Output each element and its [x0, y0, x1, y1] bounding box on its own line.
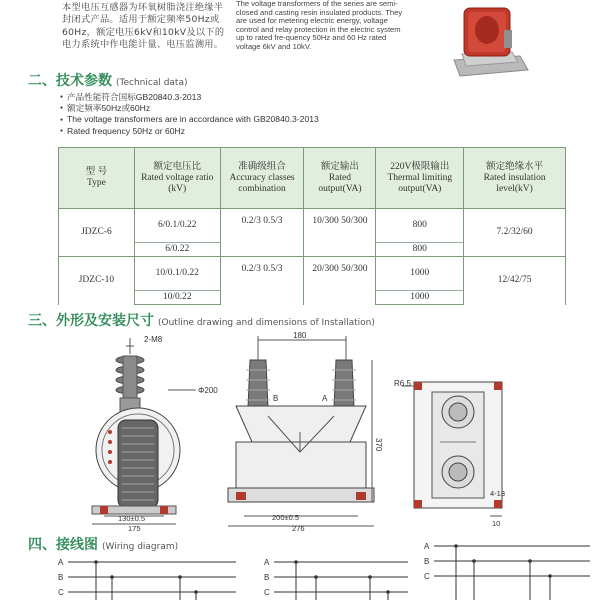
- table-header-row: [59, 148, 566, 209]
- table-row: [59, 209, 566, 243]
- technical-data-title-cn: 二、技术参数: [28, 73, 112, 89]
- wiring-title-cn: 四、接线图: [28, 537, 98, 553]
- header-output: 额定输出 Rated output(VA): [304, 148, 376, 209]
- dim-phi: Φ200: [198, 386, 218, 395]
- wire-label-b: B: [264, 573, 270, 582]
- dim-200: 200±0.5: [272, 513, 300, 522]
- header-accuracy: 准确级组合 Accuracy classes combination: [220, 148, 304, 209]
- wire-label-c: C: [424, 572, 430, 581]
- cell-ratio: 6/0.1/0.22: [134, 209, 220, 243]
- cell-insulation: 12/42/75: [464, 257, 566, 305]
- header-type: 型 号 Type: [59, 148, 135, 209]
- bullet-item: ● 额定频率50Hz或60Hz: [60, 103, 319, 114]
- product-image: [440, 0, 532, 78]
- top-view-drawing: [402, 382, 502, 516]
- front-view-drawing: [228, 336, 374, 526]
- outline-title-cn: 三、外形及安装尺寸: [28, 313, 154, 329]
- wire-label-b: B: [424, 557, 430, 566]
- technical-data-title: [28, 70, 187, 90]
- cell-thermal: 800: [376, 209, 464, 243]
- wire-label-a: A: [58, 558, 64, 567]
- header-insulation: 额定绝缘水平 Rated insulation level(kV): [464, 148, 566, 209]
- dim-r65: R6.5: [394, 379, 411, 388]
- dim-413: 4-13: [490, 489, 506, 498]
- bullet-item: ● 产品性能符合国标GB20840.3-2013: [60, 92, 319, 103]
- intro-english-text: The voltage transformers of the series are semi-closed and casting resin insulated products. They are used for metering electric energy, voltage control and relay protection in the electric system up to rated fre-quency 50Hz and 60 Hz rated voltage 6kV and 10kV.: [236, 0, 403, 51]
- cell-accuracy: 0.2/3 0.5/3: [220, 257, 304, 305]
- cell-thermal: 1000: [376, 291, 464, 305]
- wiring-diagrams: [0, 540, 600, 600]
- cell-output: 20/300 50/300: [304, 257, 376, 305]
- wire-label-a: A: [424, 542, 430, 551]
- cell-ratio: 10/0.1/0.22: [134, 257, 220, 291]
- technical-data-table: [58, 147, 566, 305]
- cell-ratio: 6/0.22: [134, 243, 220, 257]
- terminal-a-label: A: [322, 394, 328, 403]
- cell-type: JDZC-6: [59, 209, 135, 257]
- cell-thermal: 800: [376, 243, 464, 257]
- dim-370: 370: [374, 438, 383, 452]
- wire-label-b: B: [58, 573, 64, 582]
- bullet-item: ● The voltage transformers are in accordance with GB20840.3-2013: [60, 114, 319, 125]
- dim-276: 276: [292, 524, 305, 532]
- cell-output: 10/300 50/300: [304, 209, 376, 257]
- dim-10: 10: [492, 519, 501, 528]
- dim-130: 130±0.5: [118, 514, 146, 523]
- technical-bullets: [60, 92, 319, 137]
- outline-title-en: (Outline drawing and dimensions of Installation): [158, 318, 375, 328]
- cell-ratio: 10/0.22: [134, 291, 220, 305]
- side-view-drawing: [92, 338, 196, 524]
- wiring-title-en: (Wiring diagram): [102, 542, 179, 552]
- cell-insulation: 7.2/32/60: [464, 209, 566, 257]
- header-ratio: 额定电压比 Rated voltage ratio (kV): [134, 148, 220, 209]
- dim-180: 180: [293, 331, 307, 340]
- cell-thermal: 1000: [376, 257, 464, 291]
- wire-label-a: A: [264, 558, 270, 567]
- bullet-item: ● Rated frequency 50Hz or 60Hz: [60, 126, 319, 137]
- dim-175: 175: [128, 524, 141, 532]
- terminal-b-label: B: [273, 394, 279, 403]
- header-thermal: 220V极限输出 Thermal limiting output(VA): [376, 148, 464, 209]
- dim-hole: 2-M8: [144, 335, 163, 344]
- outline-drawings: [0, 320, 600, 532]
- intro-chinese-text: 本型电压互感器为环氧树脂浇注绝缘半封闭式产品。适用于额定频率50Hz或60Hz，额定电压6kV和10kV及以下的电力系统中作电能计量、电压监测用。: [62, 2, 225, 51]
- table-row: [59, 257, 566, 291]
- cell-type: JDZC-10: [59, 257, 135, 305]
- wire-label-c: C: [58, 588, 64, 597]
- wire-label-c: C: [264, 588, 270, 597]
- cell-accuracy: 0.2/3 0.5/3: [220, 209, 304, 257]
- technical-data-title-en: (Technical data): [116, 78, 188, 88]
